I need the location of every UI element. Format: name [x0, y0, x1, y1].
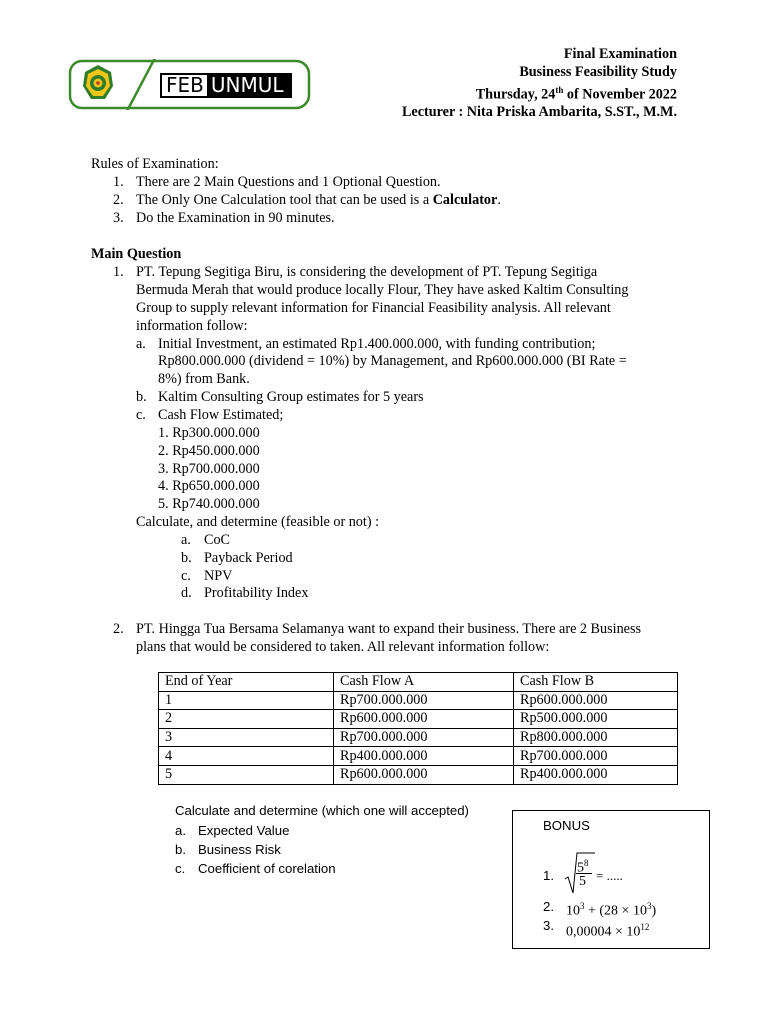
table-cell: Rp700.000.000 — [514, 747, 678, 766]
calculate-instruction: Calculate, and determine (feasible or not) : — [136, 514, 380, 530]
rule-text: There are 2 Main Questions and 1 Optional Question. — [136, 174, 441, 190]
table-cell: Rp500.000.000 — [514, 710, 678, 729]
task-text: Payback Period — [204, 550, 293, 566]
rule-number: 1. — [113, 174, 124, 190]
fraction-denominator: 5 — [579, 874, 586, 889]
question-number: 2. — [113, 621, 124, 637]
task-label: c. — [181, 568, 191, 584]
rules-title: Rules of Examination: — [91, 156, 219, 172]
cash-flow-item: 3. Rp700.000.000 — [158, 461, 260, 477]
bonus-expression: $10^3 + (28 \times 10^3)$ — [566, 901, 657, 919]
table-header-cell: Cash Flow A — [334, 673, 514, 692]
task-label: c. — [175, 861, 186, 876]
cash-flow-table — [158, 672, 678, 785]
bonus-box — [512, 810, 710, 949]
main-question-title: Main Question — [91, 246, 182, 262]
sub-item-label: a. — [136, 336, 146, 352]
table-cell: 1 — [159, 691, 334, 710]
table-header-cell: End of Year — [159, 673, 334, 692]
bonus-expression: $0,00004 \times 10^{12}$ — [566, 922, 650, 940]
question-text-line: information follow: — [136, 318, 248, 334]
question-text-line: Group to supply relevant information for Financial Feasibility analysis. All relevant — [136, 300, 611, 316]
feb-unmul-logo — [68, 59, 312, 110]
task-label: a. — [181, 532, 191, 548]
task-label: a. — [175, 823, 186, 838]
task-label: b. — [175, 842, 186, 857]
bonus-item-number: 3. — [543, 918, 554, 933]
bonus-item-number: 2. — [543, 899, 554, 914]
table-row — [159, 728, 678, 747]
sub-item-text: 8%) from Bank. — [158, 371, 250, 387]
cash-flow-item: 1. Rp300.000.000 — [158, 425, 260, 441]
rule-text: The Only One Calculation tool that can be used is a Calculator. — [136, 192, 501, 208]
rule-number: 3. — [113, 210, 124, 226]
task-text: Business Risk — [198, 842, 281, 857]
sub-item-text: Initial Investment, an estimated Rp1.400.000.000, with funding contribution; — [158, 336, 596, 352]
table-cell: Rp800.000.000 — [514, 728, 678, 747]
logo-text-box — [160, 73, 292, 98]
table-cell: Rp600.000.000 — [334, 765, 514, 784]
question-text-line: plans that would be considered to taken. All relevant information follow: — [136, 639, 550, 655]
bonus-title: BONUS — [543, 818, 590, 833]
sub-item-text: Cash Flow Estimated; — [158, 407, 284, 423]
table-cell: Rp700.000.000 — [334, 728, 514, 747]
logo-text-feb: FEB — [162, 75, 207, 96]
table-header-cell: Cash Flow B — [514, 673, 678, 692]
sub-item-label: c. — [136, 407, 146, 423]
exam-title: Final Examination — [563, 46, 677, 62]
table-row — [159, 747, 678, 766]
rule-number: 2. — [113, 192, 124, 208]
table-cell: 3 — [159, 728, 334, 747]
table-row — [159, 710, 678, 729]
question-text-line: PT. Tepung Segitiga Biru, is considering the development of PT. Tepung Segitiga — [136, 264, 598, 280]
bonus-item-number: 1. — [543, 868, 554, 883]
lecturer-name: Lecturer : Nita Priska Ambarita, S.ST., M.M. — [401, 104, 677, 121]
question-text-line: PT. Hingga Tua Bersama Selamanya want to expand their business. There are 2 Business — [136, 621, 642, 637]
cash-flow-item: 5. Rp740.000.000 — [158, 496, 260, 512]
task-text: CoC — [204, 532, 231, 548]
question-text-line: Bermuda Merah that would produce locally Flour, They have asked Kaltim Consulting — [136, 282, 629, 298]
table-cell: Rp400.000.000 — [334, 747, 514, 766]
bonus-equation-tail: = ..... — [596, 868, 623, 883]
cash-flow-item: 2. Rp450.000.000 — [158, 443, 260, 459]
fraction-numerator: $5^8$ — [577, 858, 589, 876]
logo-text-unmul: UNMUL — [207, 75, 290, 96]
sub-item-text: Kaltim Consulting Group estimates for 5 years — [158, 389, 424, 405]
task-label: b. — [181, 550, 192, 566]
table-row — [159, 765, 678, 784]
exam-header — [402, 46, 677, 122]
task-text: Expected Value — [198, 823, 290, 838]
table-row — [159, 691, 678, 710]
table-cell: 4 — [159, 747, 334, 766]
cash-flow-item: 4. Rp650.000.000 — [158, 478, 260, 494]
table-cell: Rp400.000.000 — [514, 765, 678, 784]
task-text: NPV — [204, 568, 233, 584]
table-cell: Rp600.000.000 — [514, 691, 678, 710]
table-cell: 2 — [159, 710, 334, 729]
table-cell: Rp600.000.000 — [334, 710, 514, 729]
course-name: Business Feasibility Study — [519, 63, 677, 80]
table-cell: 5 — [159, 765, 334, 784]
sub-item-label: b. — [136, 389, 147, 405]
table-cell: Rp700.000.000 — [334, 691, 514, 710]
task-label: d. — [181, 585, 192, 601]
task-text: Coefficient of corelation — [198, 861, 336, 876]
table-header-row — [159, 673, 678, 692]
task-text: Profitability Index — [204, 585, 309, 601]
calculate-instruction: Calculate and determine (which one will accepted) — [175, 803, 469, 818]
rule-text: Do the Examination in 90 minutes. — [136, 210, 335, 226]
sub-item-text: Rp800.000.000 (dividend = 10%) by Management, and Rp600.000.000 (BI Rate = — [158, 353, 627, 369]
question-number: 1. — [113, 264, 124, 280]
exam-date: Thursday, 24th of November 2022 — [475, 84, 677, 103]
